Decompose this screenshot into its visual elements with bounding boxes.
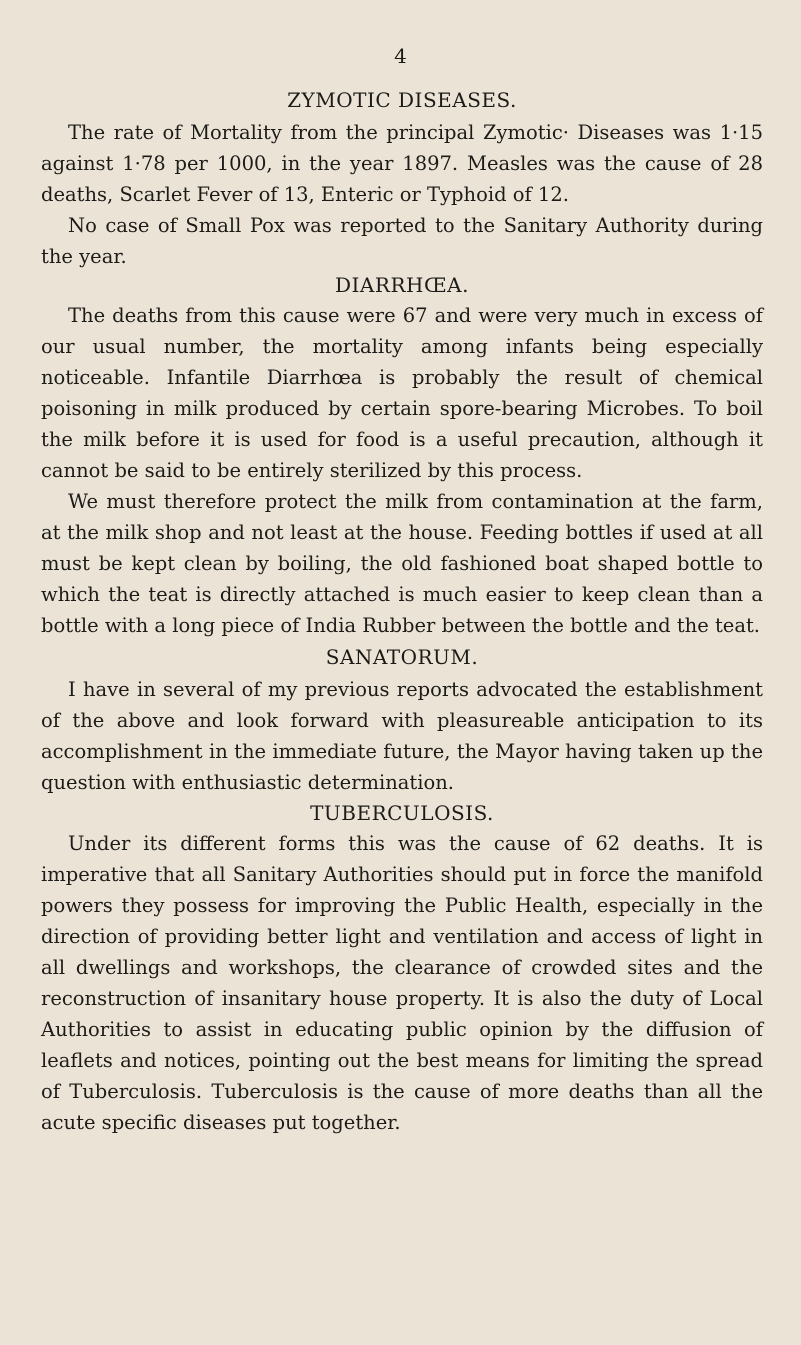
heading-diarrhoea: DIARRHŒA. bbox=[335, 273, 469, 297]
page-content bbox=[41, 84, 763, 1138]
paragraph-milk-protection: We must therefore protect the milk from contamination at the farm, at the milk shop and not least at the house. Feeding bottles if used at all must be kept clean by boiling, the old fashioned boat shaped bottle to which the teat is directly attached is much easier to keep clean than a bottle with a long piece of India Rubber between the bottle and the teat. bbox=[41, 490, 763, 637]
page-number: 4 bbox=[394, 44, 407, 68]
heading-tuberculosis: TUBERCULOSIS. bbox=[310, 801, 494, 825]
paragraph-diarrhoea-deaths: The deaths from this cause were 67 and were very much in excess of our usual number, the mortality among infants being especially noticeable. Infantile Diarrhœa is probably the result of chemical poisoning in milk produced by certain spore-bearing Microbes. To boil the milk before it is used for food is a useful precaution, although it cannot be said to be entirely sterilized by this process. bbox=[41, 304, 763, 482]
heading-sanatorium: SANATORUM. bbox=[325, 645, 479, 669]
paragraph-zymotic-rates: The rate of Mortality from the principal Zymotic· Diseases was 1·15 against 1·78 per 1000, in the year 1897. Measles was the cause of 28 deaths, Scarlet Fever of 13, Enteric or Typhoid of 12. bbox=[41, 121, 763, 206]
section-zymotic-diseases bbox=[41, 84, 763, 272]
section-diarrhoea bbox=[41, 270, 763, 641]
section-sanatorium bbox=[41, 641, 763, 798]
paragraph-small-pox: No case of Small Pox was reported to the Sanitary Authority during the year. bbox=[41, 214, 763, 268]
paragraph-sanatorium: I have in several of my previous reports advocated the establishment of the above and look forward with pleasureable anticipation to its accomplishment in the immediate future, the Mayor having taken up the question with enthusiastic determination. bbox=[41, 678, 763, 794]
paragraph-tuberculosis: Under its different forms this was the cause of 62 deaths. It is imperative that all Sanitary Authorities should put in force the manifold powers they possess for improving the Public Health, especially in the direction of providing better light and ventilation and access of light in all dwellings and workshops, the clearance of crowded sites and the reconstruction of insanitary house property. It is also the duty of Local Authorities to assist in educating public opinion by the diffusion of leaflets and notices, pointing out the best means for limiting the spread of Tuberculosis. Tuberculosis is the cause of more deaths than all the acute specific diseases put together. bbox=[41, 832, 763, 1134]
section-tuberculosis bbox=[41, 798, 763, 1138]
heading-zymotic-diseases: ZYMOTIC DISEASES. bbox=[287, 88, 517, 112]
